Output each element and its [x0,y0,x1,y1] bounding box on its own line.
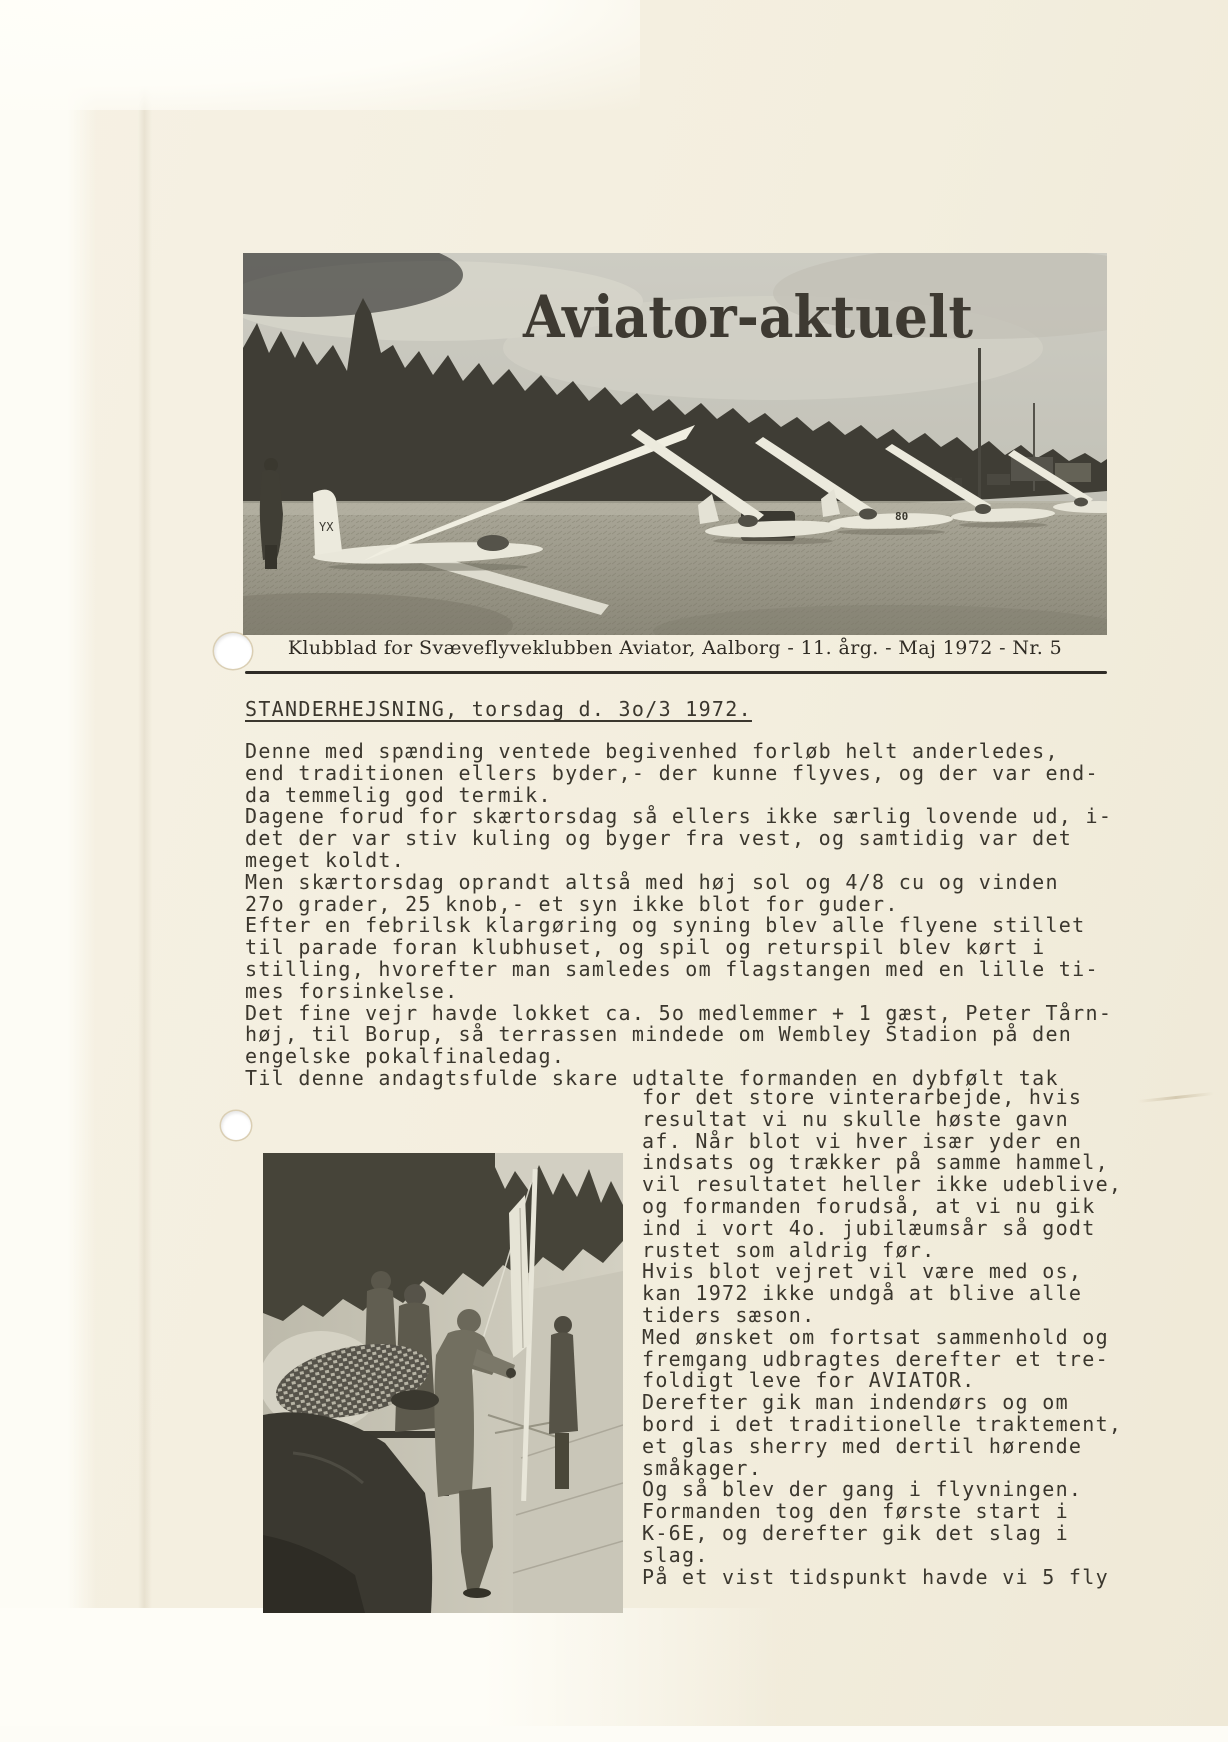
masthead-photo-gliders [243,253,1107,635]
divider-rule [245,671,1107,674]
gliders-photo-illustration [243,253,1107,635]
text-line: Denne med spænding ventede begivenhed forløb helt anderledes, [245,739,1059,763]
flag-raising-illustration [263,1153,623,1613]
text-line: det der var stiv kuling og byger fra vest, og samtidig var det [245,826,1073,851]
text-line: end traditionen ellers byder,- der kunne flyves, og der var end- [245,760,1099,785]
text-line: engelske pokalfinaledag. [245,1044,566,1069]
glider-nose-marking: 80 [895,510,909,523]
text-line: Formanden tog den første start i [642,1499,1069,1524]
text-line: et glas sherry med dertil hørende [642,1433,1083,1458]
text-line: Dagene forud for skærtorsdag så ellers ikke særlig lovende ud, i- [245,804,1113,829]
text-line: Hvis blot vejret vil være med os, [642,1259,1083,1284]
text-line: meget koldt. [245,847,406,872]
text-line: kan 1972 ikke undgå at blive alle [642,1281,1083,1306]
article-body-full-width [245,741,1112,1090]
text-line: resultat vi nu skulle høste gavn [642,1106,1069,1131]
text-line: tiders sæson. [642,1302,816,1327]
text-line: stilling, hvorefter man samledes om flagstangen med en lille ti- [245,956,1099,981]
paper-left-crease [138,0,152,1742]
text-line: På et vist tidspunkt havde vi 5 fly [642,1564,1109,1589]
text-line: Det fine vejr havde lokket ca. 5o medlemmer + 1 gæst, Peter Tårn- [245,1000,1113,1025]
text-line: til parade foran klubhuset, og spil og returspil blev kørt i [245,935,1046,960]
scan-left-margin [0,0,96,1742]
text-line: fremgang udbragtes derefter et tre- [642,1346,1109,1371]
text-line: 27o grader, 25 knob,- et syn ikke blot for guder. [245,891,899,916]
text-line: Med ønsket om fortsat sammenhold og [642,1324,1109,1349]
article-heading: STANDERHEJSNING, torsdag d. 3o/3 1972. [245,697,752,721]
text-line: Og så blev der gang i flyvningen. [642,1477,1083,1502]
article-body-beside-photo [642,1087,1122,1588]
scan-bottom-strip [0,1726,1228,1742]
text-line: rustet som aldrig før. [642,1237,936,1262]
text-line: bord i det traditionelle traktement, [642,1411,1123,1436]
text-line: vil resultatet heller ikke udeblive, [642,1172,1123,1197]
text-line: indsats og trækker på samme hammel, [642,1150,1109,1175]
masthead-title: Aviator-aktuelt [522,283,974,351]
inline-photo-flag-raising [263,1153,623,1613]
scan-top-glare [0,0,640,110]
text-line: mes forsinkelse. [245,978,459,1003]
text-line: for det store vinterarbejde, hvis [642,1085,1083,1109]
punch-hole-bottom [221,1111,251,1140]
scan-bottom-edge [0,1608,780,1742]
text-line: Men skærtorsdag oprandt altså med høj sol og 4/8 cu og vinden [245,869,1059,894]
text-line: Derefter gik man indendørs og om [642,1390,1069,1415]
text-line: K-6E, og derefter gik det slag i [642,1520,1069,1545]
antenna-mast [978,348,981,503]
text-line: Til denne andagtsfulde skare udtalte formanden en dybfølt tak [245,1065,1059,1090]
text-line: og formanden forudså, at vi nu gik [642,1193,1096,1218]
paper-right-crease [1138,1092,1214,1103]
text-line: foldigt leve for AVIATOR. [642,1368,976,1393]
masthead-caption: Klubblad for Svæveflyveklubben Aviator, Aalborg - 11. årg. - Maj 1972 - Nr. 5 [287,637,1063,659]
text-line: Efter en febrilsk klargøring og syning blev alle flyene stillet [245,913,1086,938]
glider-tail-marking: YX [319,520,334,534]
text-line: høj, til Borup, så terrassen mindede om Wembley Stadion på den [245,1022,1073,1047]
text-line: slag. [642,1542,709,1567]
text-line: da temmelig god termik. [245,782,552,807]
text-line: af. Når blot vi hver især yder en [642,1128,1083,1153]
text-line: ind i vort 4o. jubilæumsår så godt [642,1215,1096,1240]
text-line: småkager. [642,1455,763,1480]
